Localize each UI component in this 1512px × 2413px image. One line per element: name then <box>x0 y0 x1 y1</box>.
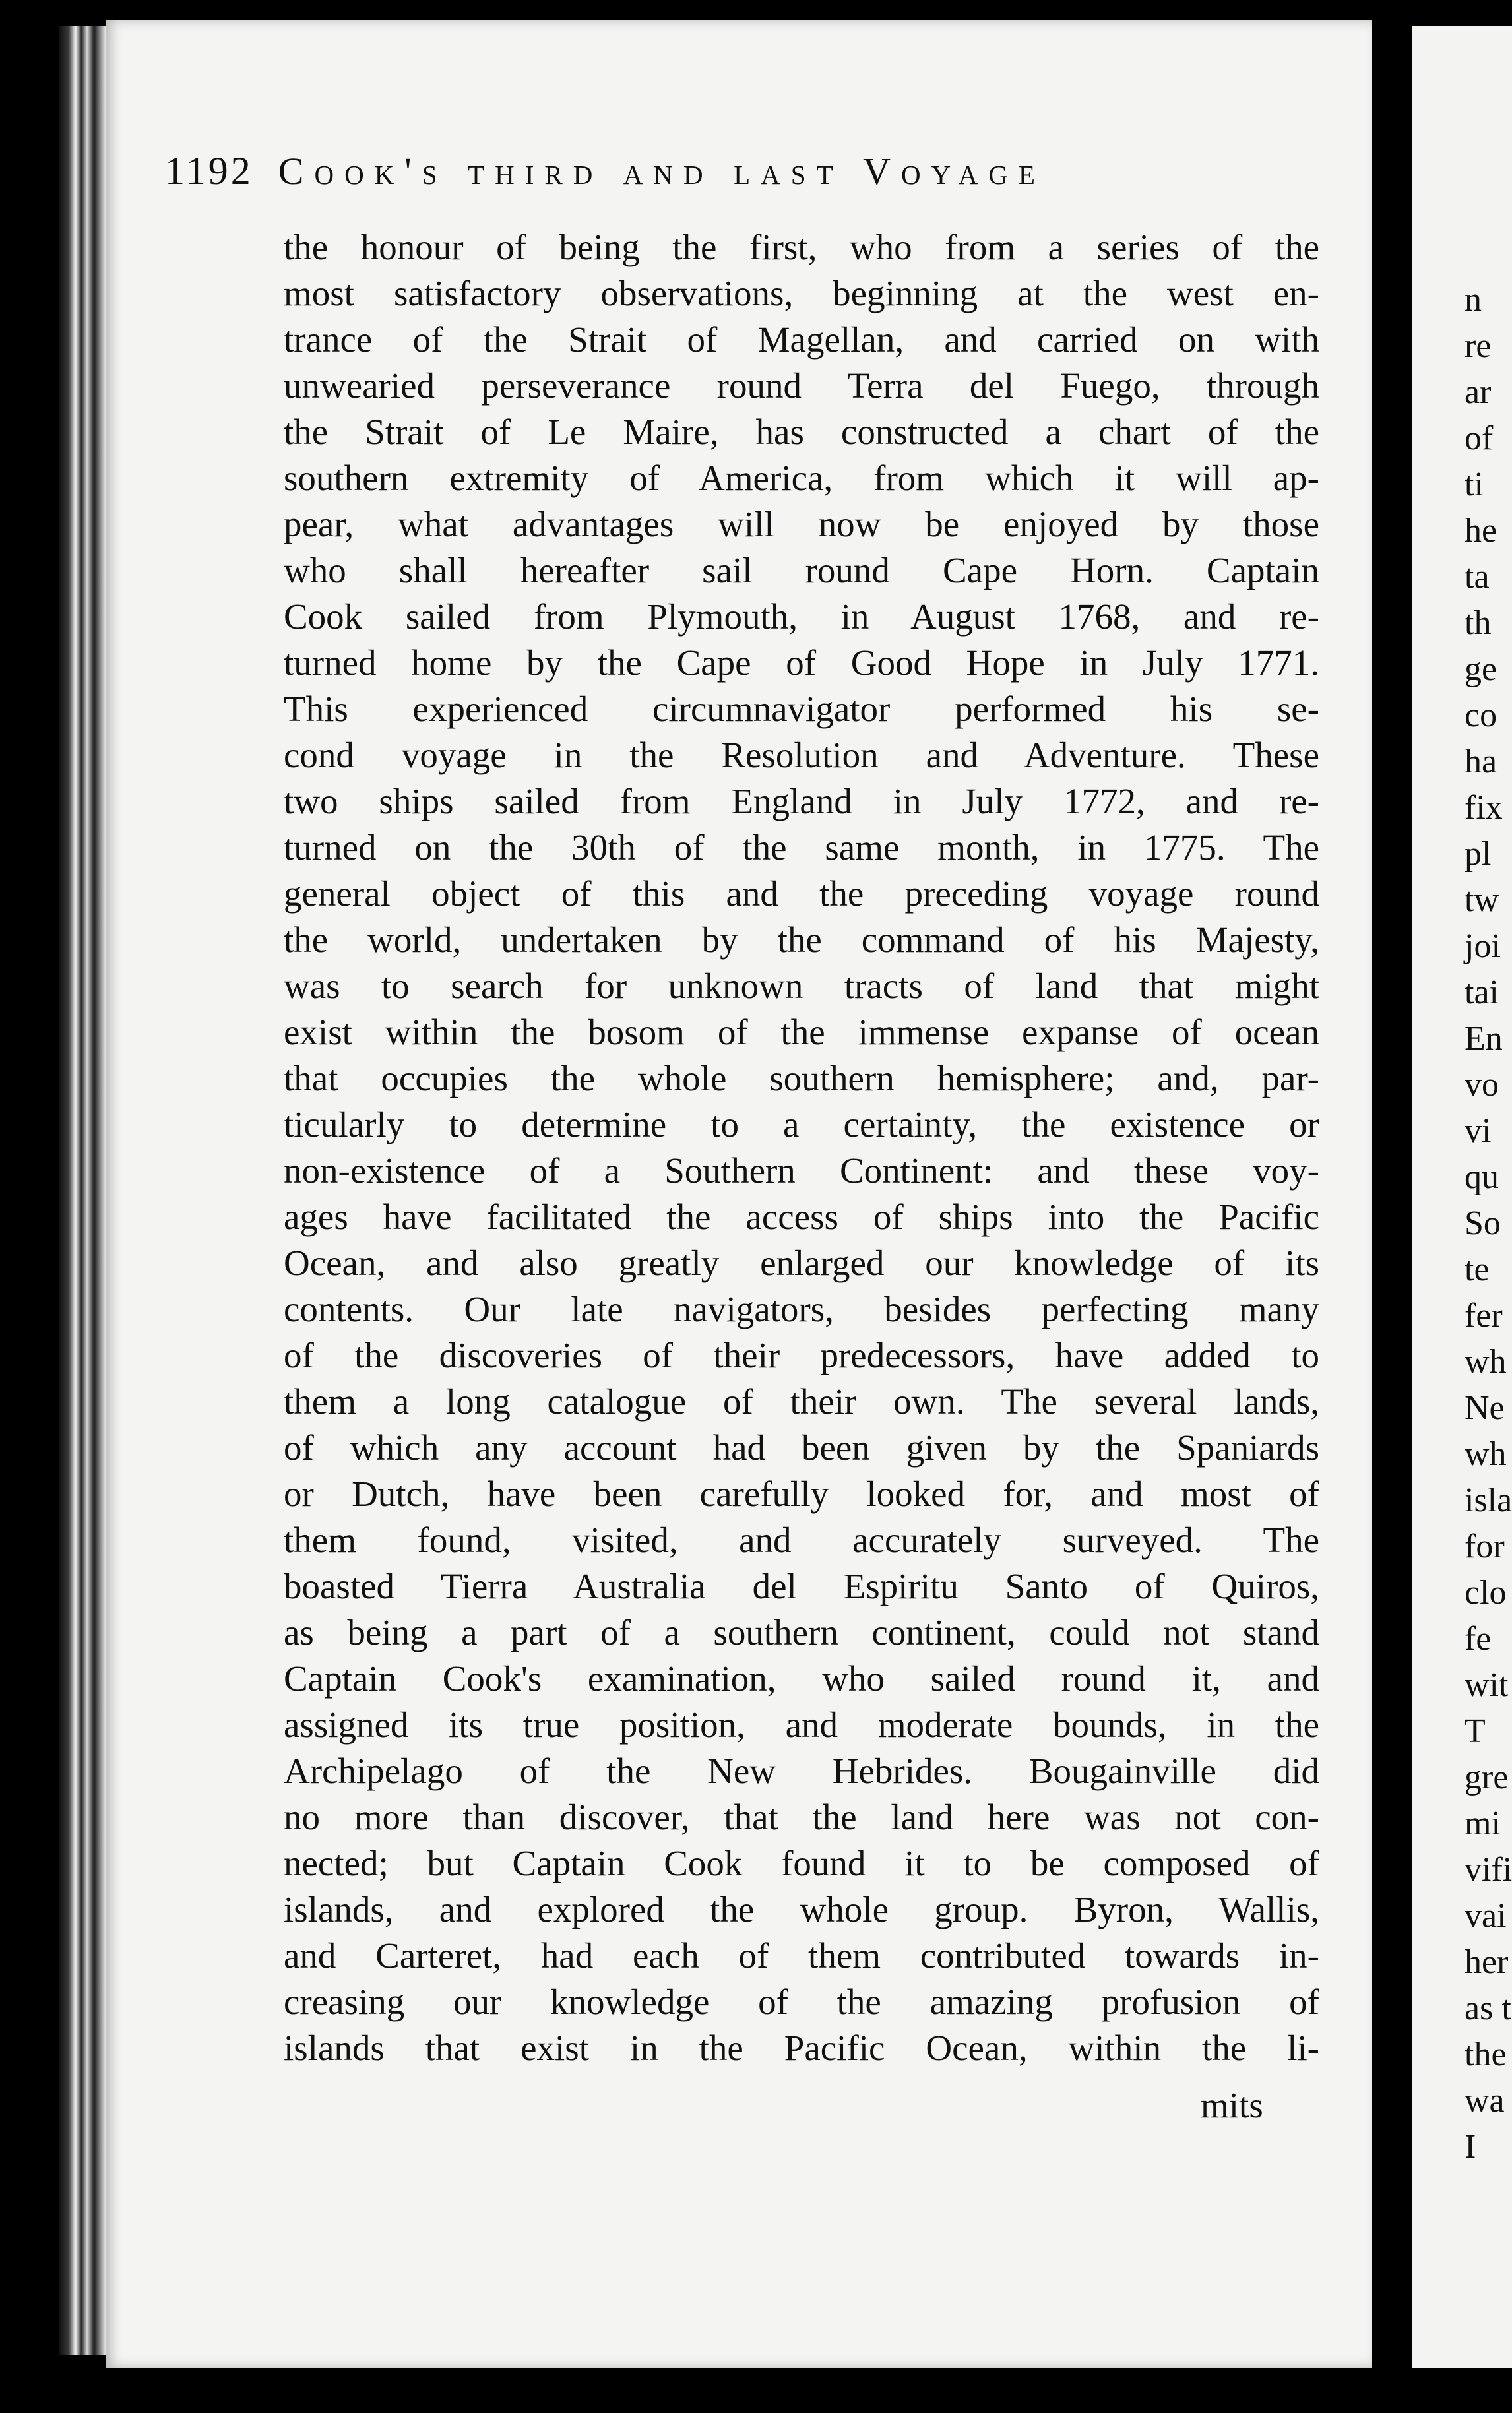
adjacent-page-fragment: re <box>1465 327 1492 365</box>
adjacent-page-fragment: wit <box>1465 1666 1509 1704</box>
adjacent-page-edge <box>1412 26 1512 2368</box>
adjacent-page-fragment: n <box>1465 281 1482 319</box>
adjacent-page-fragment: joi <box>1465 927 1501 965</box>
text-line: two ships sailed from England in July 1772, and re- <box>284 781 1319 821</box>
adjacent-page-fragment: her <box>1465 1943 1509 1981</box>
text-line: no more than discover, that the land here was not con- <box>284 1797 1319 1837</box>
catchword: mits <box>1201 2085 1263 2125</box>
adjacent-page-fragment: co <box>1465 697 1497 734</box>
adjacent-page-fragment: clo <box>1465 1574 1507 1612</box>
adjacent-page-fragment: I <box>1465 2128 1476 2166</box>
text-line: turned on the 30th of the same month, in 1775. The <box>284 827 1319 867</box>
text-line: nected; but Captain Cook found it to be composed of <box>284 1843 1319 1883</box>
adjacent-page-fragment: vifi <box>1465 1851 1512 1889</box>
text-line: the honour of being the first, who from a series of the <box>284 227 1319 267</box>
text-line: pear, what advantages will now be enjoyed by those <box>284 504 1319 544</box>
text-line: that occupies the whole southern hemisphere; and, par- <box>284 1058 1319 1098</box>
text-line: islands, and explored the whole group. Byron, Wallis, <box>284 1889 1319 1929</box>
running-title: Cook's third and last Voyage <box>278 150 1046 193</box>
adjacent-page-fragment: gre <box>1465 1759 1509 1796</box>
page-number: 1192 <box>165 149 253 193</box>
adjacent-page-fragment: vo <box>1465 1066 1499 1104</box>
page-header <box>165 148 1286 194</box>
text-line: This experienced circumnavigator performed his se- <box>284 689 1319 729</box>
adjacent-page-fragment: wa <box>1465 2082 1505 2119</box>
adjacent-page-fragment: vi <box>1465 1112 1492 1150</box>
text-line: them a long catalogue of their own. The several lands, <box>284 1381 1319 1422</box>
text-line: southern extremity of America, from which it will ap- <box>284 458 1319 498</box>
text-line: exist within the bosom of the immense expanse of ocean <box>284 1012 1319 1052</box>
adjacent-page-fragment: wh <box>1465 1343 1507 1381</box>
adjacent-page-fragment: he <box>1465 512 1497 549</box>
adjacent-page-fragment: of <box>1465 420 1494 457</box>
text-line: unwearied perseverance round Terra del Fuego, through <box>284 365 1319 406</box>
body-text <box>284 224 1319 2071</box>
adjacent-page-fragment: tw <box>1465 881 1499 919</box>
text-line: Ocean, and also greatly enlarged our knowledge of its <box>284 1243 1319 1283</box>
text-line: assigned its true position, and moderate bounds, in the <box>284 1705 1319 1745</box>
text-line: ages have facilitated the access of ships into the Pacific <box>284 1197 1319 1237</box>
text-line: of which any account had been given by the Spaniards <box>284 1427 1319 1468</box>
text-line: who shall hereafter sail round Cape Horn. Captain <box>284 550 1319 590</box>
adjacent-page-fragment: tai <box>1465 974 1499 1011</box>
text-line: most satisfactory observations, beginning at the west en- <box>284 273 1319 313</box>
text-line: creasing our knowledge of the amazing profusion of <box>284 1982 1319 2022</box>
text-line: contents. Our late navigators, besides perfecting many <box>284 1289 1319 1329</box>
adjacent-page-fragment: vai <box>1465 1897 1507 1935</box>
text-line: ticularly to determine to a certainty, the existence or <box>284 1104 1319 1144</box>
text-line: the world, undertaken by the command of his Majesty, <box>284 920 1319 960</box>
adjacent-page-fragment: ge <box>1465 650 1497 688</box>
text-line: them found, visited, and accurately surveyed. The <box>284 1520 1319 1560</box>
adjacent-page-fragment: th <box>1465 604 1492 642</box>
text-line: islands that exist in the Pacific Ocean, within the li- <box>284 2028 1319 2068</box>
text-line: general object of this and the preceding voyage round <box>284 873 1319 914</box>
adjacent-page-fragment: mi <box>1465 1805 1501 1842</box>
book-binding-edge <box>59 26 106 2355</box>
text-line: was to search for unknown tracts of land that might <box>284 966 1319 1006</box>
adjacent-page-fragment: ta <box>1465 558 1490 596</box>
adjacent-page-fragment: fe <box>1465 1620 1492 1658</box>
adjacent-page-fragment: ha <box>1465 743 1497 780</box>
adjacent-page-fragment: ti <box>1465 466 1484 503</box>
text-line: or Dutch, have been carefully looked for, and most of <box>284 1474 1319 1514</box>
adjacent-page-fragment: Ne <box>1465 1389 1505 1427</box>
adjacent-page-fragment: fer <box>1465 1297 1503 1334</box>
text-line: Cook sailed from Plymouth, in August 1768, and re- <box>284 596 1319 637</box>
adjacent-page-fragment: T <box>1465 1712 1486 1750</box>
adjacent-page-fragment: wh <box>1465 1435 1507 1473</box>
adjacent-page-fragment: qu <box>1465 1158 1499 1196</box>
text-line: boasted Tierra Australia del Espiritu Santo of Quiros, <box>284 1566 1319 1606</box>
text-line: non-existence of a Southern Continent: and these voy- <box>284 1150 1319 1191</box>
adjacent-page-fragment: ar <box>1465 373 1492 411</box>
text-line: trance of the Strait of Magellan, and carried on with <box>284 319 1319 360</box>
text-line: of the discoveries of their predecessors, have added to <box>284 1335 1319 1375</box>
adjacent-page-fragment: the <box>1465 2036 1507 2073</box>
text-line: the Strait of Le Maire, has constructed a chart of the <box>284 412 1319 452</box>
text-line: cond voyage in the Resolution and Adventure. These <box>284 735 1319 775</box>
text-line: Archipelago of the New Hebrides. Bougainville did <box>284 1751 1319 1791</box>
text-line: turned home by the Cape of Good Hope in July 1771. <box>284 642 1319 683</box>
adjacent-page-fragment: En <box>1465 1020 1503 1057</box>
text-line: and Carteret, had each of them contributed towards in- <box>284 1935 1319 1976</box>
adjacent-page-fragment: for <box>1465 1528 1505 1565</box>
adjacent-page-fragment: So <box>1465 1205 1501 1242</box>
adjacent-page-fragment: fix <box>1465 789 1503 827</box>
adjacent-page-fragment: pl <box>1465 835 1492 873</box>
text-line: as being a part of a southern continent, could not stand <box>284 1612 1319 1652</box>
adjacent-page-fragment: te <box>1465 1251 1490 1288</box>
text-line: Captain Cook's examination, who sailed round it, and <box>284 1658 1319 1699</box>
adjacent-page-fragment: isla <box>1465 1482 1512 1519</box>
adjacent-page-fragment: as t <box>1465 1990 1511 2027</box>
